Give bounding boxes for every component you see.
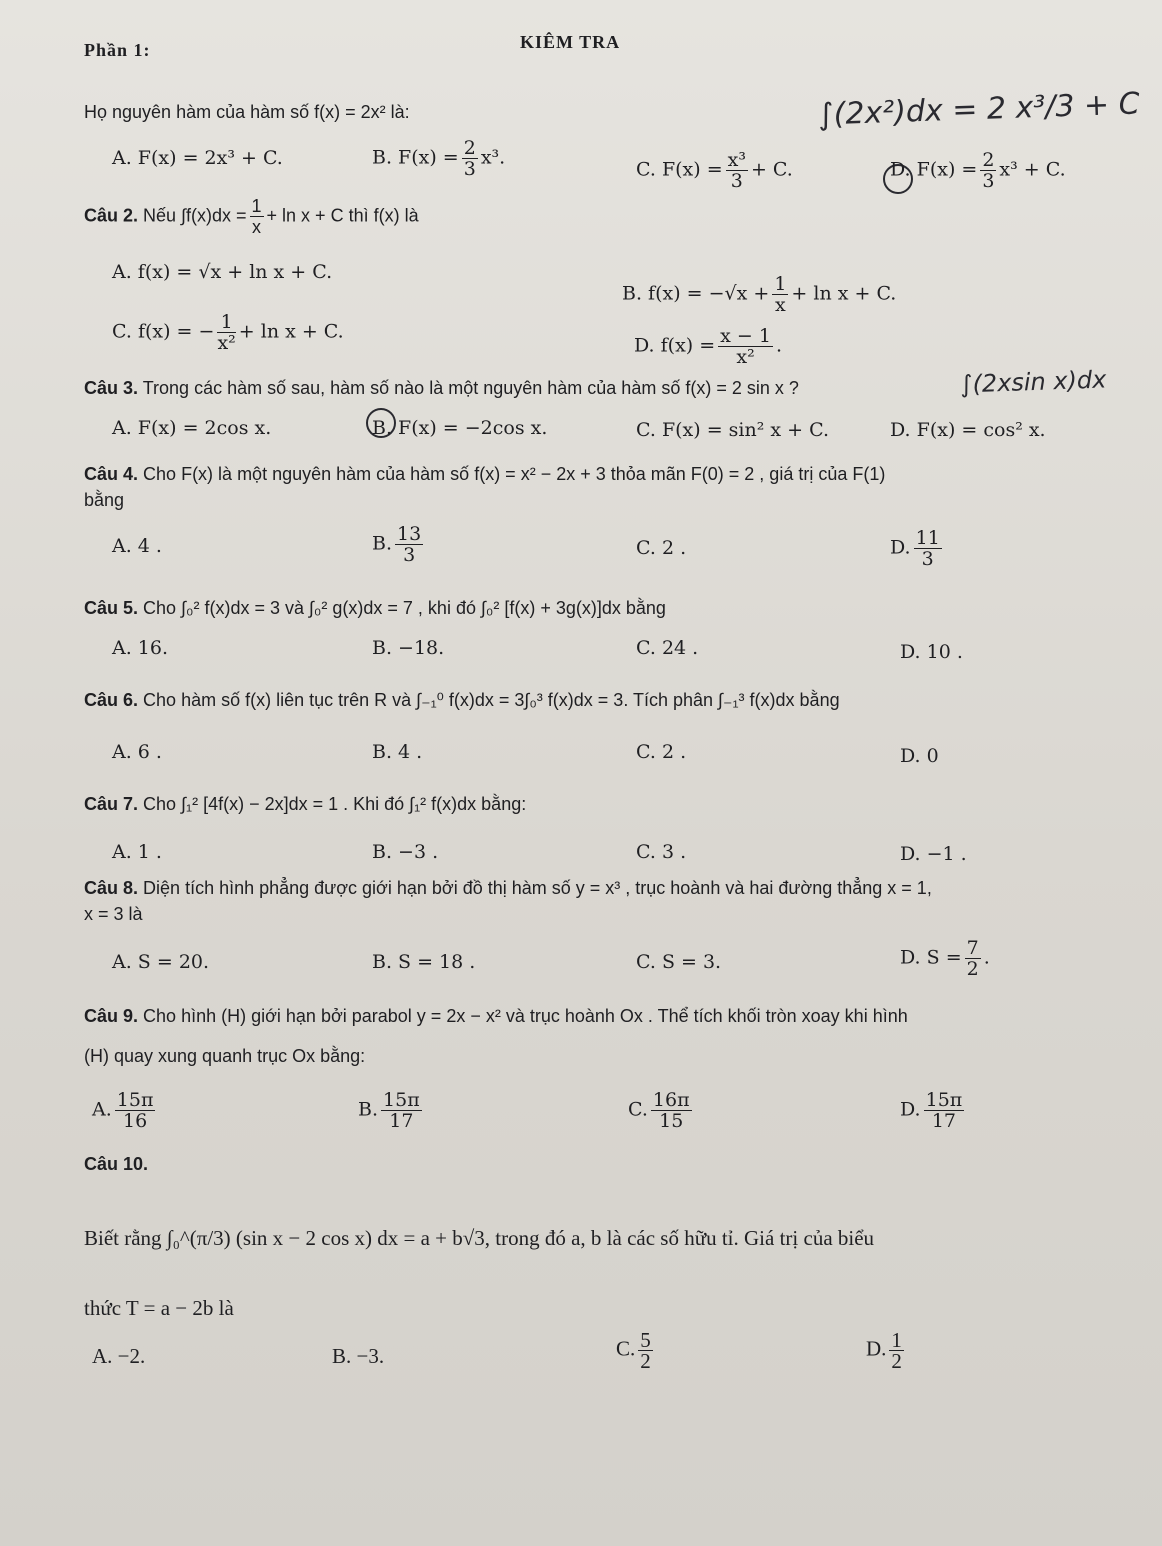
q3-handwriting: ∫(2xsin x)dx: [959, 365, 1107, 399]
q5-option-a: A. 16.: [112, 637, 169, 659]
q3-option-d: D. F(x) = cos² x.: [890, 419, 1046, 441]
q10-text: Biết rằng ∫₀^(π/3) (sin x − 2 cos x) dx = a + b√3, trong đó a, b là các số hữu tỉ. Giá trị của biểu: [84, 1226, 875, 1250]
q7-option-a: A. 1 .: [112, 841, 162, 863]
q10-option-c: C. $\frac{5}{2}$: [616, 1328, 651, 1373]
q6-option-d: D. 0: [900, 745, 939, 767]
q7-option-c: C. 3 .: [636, 841, 687, 863]
q8-option-b: B. S = 18 .: [372, 951, 476, 973]
q2-option-b: B. f(x) = −√x + $\frac{1}{x}$ + ln x + C.: [622, 273, 897, 316]
q5-text: Câu 5. Cho ∫₀² f(x)dx = 3 và ∫₀² g(x)dx = 7 , khi đó ∫₀² [f(x) + 3g(x)]dx bằng: [84, 598, 666, 618]
part-label: Phần 1:: [84, 40, 151, 60]
q1-option-d: D. F(x) = $\frac{2}{3}$ x³ + C.: [890, 149, 1066, 192]
q2-option-d: D. f(x) = $\frac{x - 1}{\text{x²}}$ .: [634, 325, 783, 368]
q6-option-b: B. 4 .: [372, 741, 423, 763]
q5-option-c: C. 24 .: [636, 637, 699, 659]
q8-text: Câu 8. Diện tích hình phẳng được giới hạn bởi đồ thị hàm số y = x³ , trục hoành và hai đường thẳng x = 1,: [84, 878, 932, 898]
q4-option-c: C. 2 .: [636, 537, 687, 559]
q9-option-d: D. $\frac{15\pi}{17}$: [900, 1089, 963, 1132]
q1-option-b: B. F(x) = $\frac{2}{3}$ x³.: [372, 137, 506, 180]
q7-text: Câu 7. Cho ∫₁² [4f(x) − 2x]dx = 1 . Khi đó ∫₁² f(x)dx bằng:: [84, 794, 527, 814]
q6-option-a: A. 6 .: [112, 741, 162, 763]
q3-option-b: B. F(x) = −2cos x.: [372, 417, 548, 439]
q9-option-b: B. $\frac{15\pi}{17}$: [358, 1089, 420, 1132]
q1-handwriting: ∫(2x²)dx = 2 x³/3 + C: [817, 86, 1141, 133]
q3-option-c: C. F(x) = sin² x + C.: [636, 419, 829, 441]
q10-option-d: D. $\frac{1}{2}$: [866, 1328, 902, 1373]
q3-text: Câu 3. Trong các hàm số sau, hàm số nào là một nguyên hàm của hàm số f(x) = 2 sin x ?: [84, 378, 799, 398]
q4-option-a: A. 4 .: [112, 535, 162, 557]
q9-text: Câu 9. Cho hình (H) giới hạn bởi parabol y = 2x − x² và trục hoành Ox . Thể tích khối tròn xoay khi hình: [84, 1006, 908, 1026]
q2-text: Câu 2. Nếu ∫f(x)dx = $\frac{1}{x}$ + ln x + C thì f(x) là: [84, 196, 419, 237]
page-title: KIÊM TRA: [520, 32, 621, 52]
q10-option-b: B. −3.: [332, 1344, 385, 1368]
q1-option-c: C. F(x) = $\frac{\text{x³}}{3}$ + C.: [636, 149, 793, 192]
q4-text-line2: bằng: [84, 490, 125, 510]
q5-option-b: B. −18.: [372, 637, 445, 659]
q5-option-d: D. 10 .: [900, 641, 963, 663]
q4-option-d: D. $\frac{11}{3}$: [890, 527, 940, 570]
q9-option-a: A. $\frac{15\pi}{16}$: [92, 1089, 154, 1132]
q1-text: Họ nguyên hàm của hàm số f(x) = 2x² là:: [84, 102, 410, 122]
q6-text: Câu 6. Cho hàm số f(x) liên tục trên R và ∫₋₁⁰ f(x)dx = 3∫₀³ f(x)dx = 3. Tích phân ∫₋₁³ f(x)dx bằng: [84, 690, 840, 710]
q1-option-a: A. F(x) = 2x³ + C.: [112, 147, 283, 169]
q8-option-a: A. S = 20.: [112, 951, 210, 973]
q10-option-a: A. −2.: [92, 1344, 146, 1368]
q9-text-line2: (H) quay xung quanh trục Ox bằng:: [84, 1046, 366, 1066]
q7-option-b: B. −3 .: [372, 841, 439, 863]
q2-option-a: A. f(x) = √x + ln x + C.: [112, 261, 333, 283]
q8-option-d: D. S = $\frac{7}{2}$ .: [900, 937, 990, 980]
q10-text-line2: thức T = a − 2b là: [84, 1296, 234, 1320]
q7-option-d: D. −1 .: [900, 843, 967, 865]
q8-option-c: C. S = 3.: [636, 951, 722, 973]
q3-option-a: A. F(x) = 2cos x.: [112, 417, 272, 439]
q10-label: Câu 10.: [84, 1154, 149, 1174]
q9-option-c: C. $\frac{16\pi}{15}$: [628, 1089, 690, 1132]
q4-text: Câu 4. Cho F(x) là một nguyên hàm của hàm số f(x) = x² − 2x + 3 thỏa mãn F(0) = 2 , giá trị của F(1): [84, 464, 886, 484]
q4-option-b: B. $\frac{13}{3}$: [372, 523, 422, 566]
q8-text-line2: x = 3 là: [84, 904, 143, 924]
q2-option-c: C. f(x) = − $\frac{1}{\text{x²}}$ + ln x + C.: [112, 311, 344, 354]
q6-option-c: C. 2 .: [636, 741, 687, 763]
